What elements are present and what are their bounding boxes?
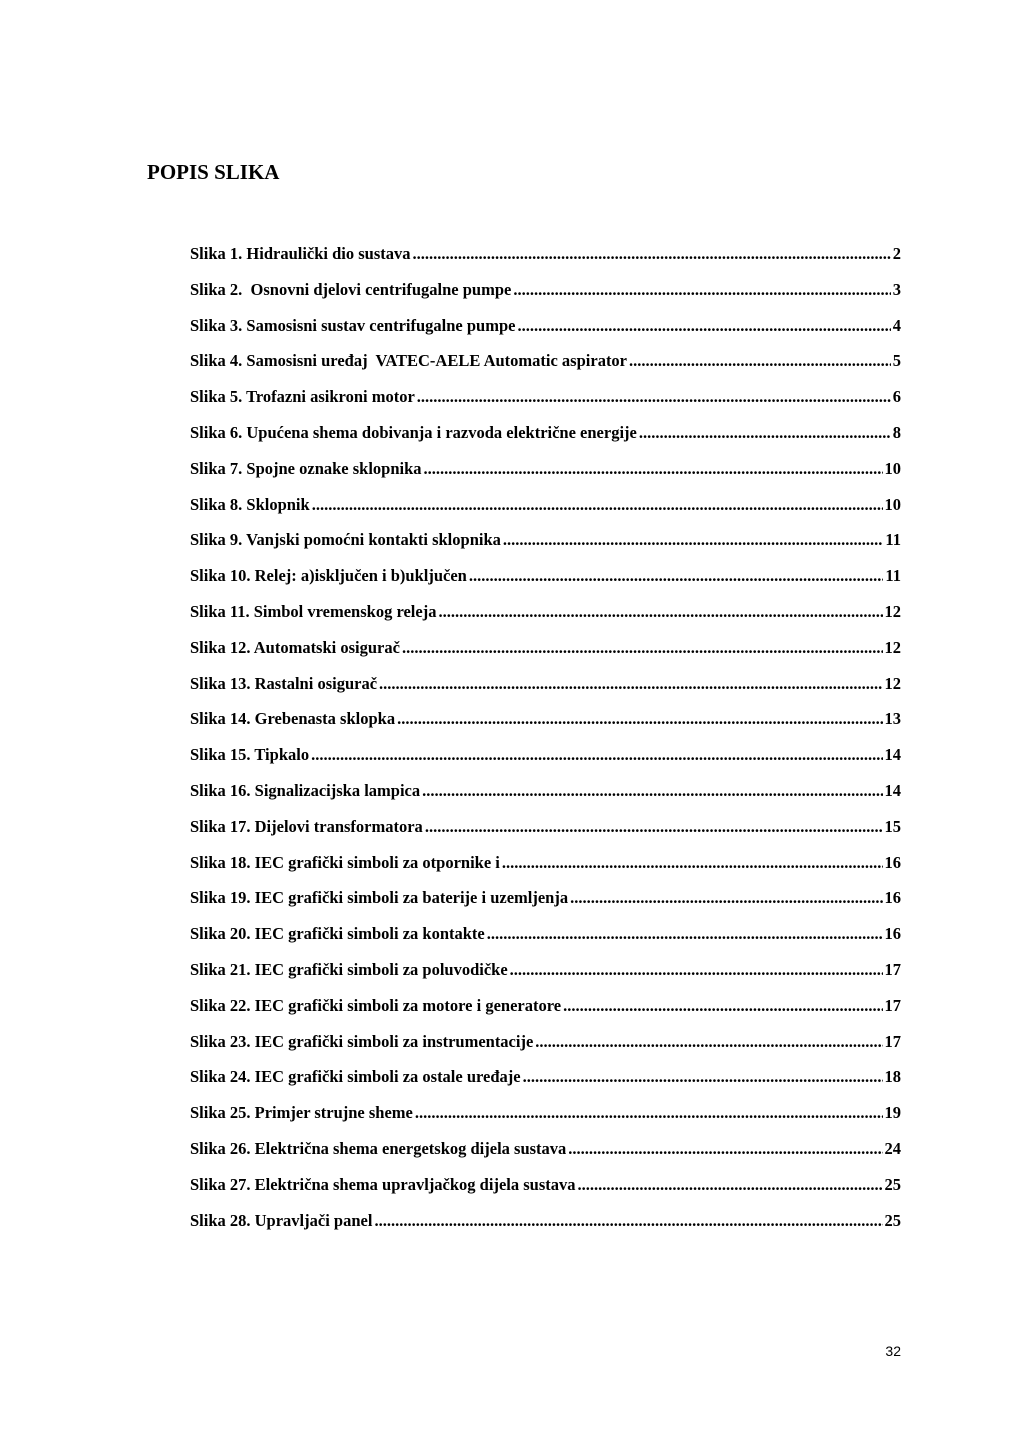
toc-entry-page: 19 [884,1103,901,1123]
toc-entry-page: 2 [892,244,901,263]
dot-leader [563,988,882,1024]
dot-leader [425,809,883,845]
toc-entry-page: 25 [884,1174,901,1194]
toc-entry-label: Slika 15. Tipkalo [190,745,310,765]
toc-entry-page: 11 [885,530,901,550]
toc-entry-page: 3 [892,279,901,299]
toc-entry-page: 16 [884,924,901,944]
toc-entry-page: 12 [884,673,901,693]
dot-leader [424,451,883,487]
toc-entry[interactable] [190,415,901,451]
toc-entry-label: Slika 17. Dijelovi transformatora [190,816,423,836]
toc-entry-page: 15 [884,816,901,836]
toc-entry-label: Slika 18. IEC grafički simboli za otpornike i [190,852,500,872]
toc-entry[interactable] [190,630,901,666]
dot-leader [311,737,882,773]
toc-entry-label: Slika 19. IEC grafički simboli za baterije i uzemljenja [190,888,569,908]
toc-entry-page: 4 [892,315,901,335]
dot-leader [502,845,883,881]
toc-entry-page: 18 [884,1067,901,1087]
toc-entry-label: Slika 22. IEC grafički simboli za motore i generatore [190,995,562,1015]
toc-entry[interactable] [190,236,901,272]
toc-entry-label: Slika 24. IEC grafički simboli za ostale uređaje [190,1067,521,1087]
toc-entry[interactable] [190,952,901,988]
toc-entry-page: 12 [884,601,901,621]
toc-entry[interactable] [190,845,901,881]
toc-entry[interactable] [190,558,901,594]
toc-entry[interactable] [190,343,901,379]
toc-entry-page: 12 [884,637,901,657]
dot-leader [417,379,891,415]
toc-entry[interactable] [190,522,901,558]
toc-entry-page: 11 [885,566,901,586]
list-of-figures [190,236,901,1238]
dot-leader [415,1095,883,1131]
toc-entry-label: Slika 20. IEC grafički simboli za kontakte [190,924,485,944]
toc-entry-page: 16 [884,852,901,872]
dot-leader [570,880,882,916]
dot-leader [438,594,882,630]
toc-entry-label: Slika 10. Relej: a)isključen i b)uključen [190,566,467,586]
dot-leader [374,1203,882,1239]
dot-leader [402,630,883,666]
dot-leader [510,952,883,988]
toc-entry[interactable] [190,737,901,773]
toc-entry-label: Slika 7. Spojne oznake sklopnika [190,458,422,478]
toc-entry-page: 8 [892,422,901,442]
toc-entry-page: 13 [884,709,901,729]
dot-leader [535,1024,882,1060]
toc-entry-page: 10 [884,458,901,478]
toc-entry-page: 14 [884,780,901,800]
toc-entry-label: Slika 12. Automatski osigurač [190,637,400,657]
toc-entry[interactable] [190,308,901,344]
toc-entry[interactable] [190,809,901,845]
toc-entry[interactable] [190,988,901,1024]
toc-entry-label: Slika 6. Upućena shema dobivanja i razvoda električne energije [190,422,637,442]
toc-entry-page: 17 [884,1031,901,1051]
toc-entry-label: Slika 1. Hidraulički dio sustava [190,244,411,263]
toc-entry-label: Slika 8. Sklopnik [190,494,310,514]
toc-entry-page: 6 [892,387,901,407]
toc-entry[interactable] [190,666,901,702]
toc-entry[interactable] [190,701,901,737]
dot-leader [639,415,891,451]
toc-entry-label: Slika 21. IEC grafički simboli za poluvodičke [190,959,508,979]
toc-entry-page: 16 [884,888,901,908]
dot-leader [523,1059,883,1095]
toc-entry-label: Slika 2. Osnovni djelovi centrifugalne pumpe [190,279,512,299]
toc-entry-label: Slika 16. Signalizacijska lampica [190,780,421,800]
toc-entry-label: Slika 4. Samosisni uređaj VATEC-AELE Automatic aspirator [190,351,628,371]
toc-entry[interactable] [190,487,901,523]
toc-entry[interactable] [190,1203,901,1239]
toc-entry[interactable] [190,272,901,308]
toc-entry-page: 10 [884,494,901,514]
dot-leader [503,522,884,558]
dot-leader [517,308,890,344]
dot-leader [469,558,884,594]
toc-entry-label: Slika 26. Električna shema energetskog dijela sustava [190,1138,567,1158]
dot-leader [568,1131,882,1167]
toc-entry[interactable] [190,451,901,487]
page-number: 32 [885,1343,901,1359]
dot-leader [379,666,882,702]
toc-entry-label: Slika 3. Samosisni sustav centrifugalne pumpe [190,315,516,335]
dot-leader [422,773,882,809]
toc-entry[interactable] [190,1167,901,1203]
toc-entry-page: 14 [884,745,901,765]
toc-entry-page: 24 [884,1138,901,1158]
dot-leader [487,916,883,952]
dot-leader [629,343,891,379]
toc-entry-label: Slika 25. Primjer strujne sheme [190,1103,413,1123]
toc-entry-label: Slika 5. Trofazni asikroni motor [190,387,415,407]
toc-entry[interactable] [190,379,901,415]
toc-entry-label: Slika 23. IEC grafički simboli za instrumentacije [190,1031,534,1051]
toc-entry[interactable] [190,1059,901,1095]
dot-leader [312,487,883,523]
dot-leader [397,701,882,737]
dot-leader [578,1167,883,1203]
toc-entry[interactable] [190,1095,901,1131]
dot-leader [513,272,890,308]
page-title: POPIS SLIKA [147,160,280,184]
toc-entry-page: 5 [892,351,901,371]
toc-entry[interactable] [190,1024,901,1060]
toc-entry[interactable] [190,594,901,630]
toc-entry[interactable] [190,916,901,952]
toc-entry[interactable] [190,1131,901,1167]
toc-entry-label: Slika 28. Upravljači panel [190,1210,373,1230]
toc-entry-page: 25 [884,1210,901,1230]
toc-entry-label: Slika 11. Simbol vremenskog releja [190,601,437,621]
toc-entry-label: Slika 27. Električna shema upravljačkog dijela sustava [190,1174,576,1194]
toc-entry-page: 17 [884,995,901,1015]
toc-entry-label: Slika 9. Vanjski pomoćni kontakti sklopnika [190,530,501,550]
dot-leader [413,236,891,272]
toc-entry[interactable] [190,880,901,916]
toc-entry-label: Slika 13. Rastalni osigurač [190,673,378,693]
toc-entry-label: Slika 14. Grebenasta sklopka [190,709,396,729]
toc-entry-page: 17 [884,959,901,979]
toc-entry[interactable] [190,773,901,809]
